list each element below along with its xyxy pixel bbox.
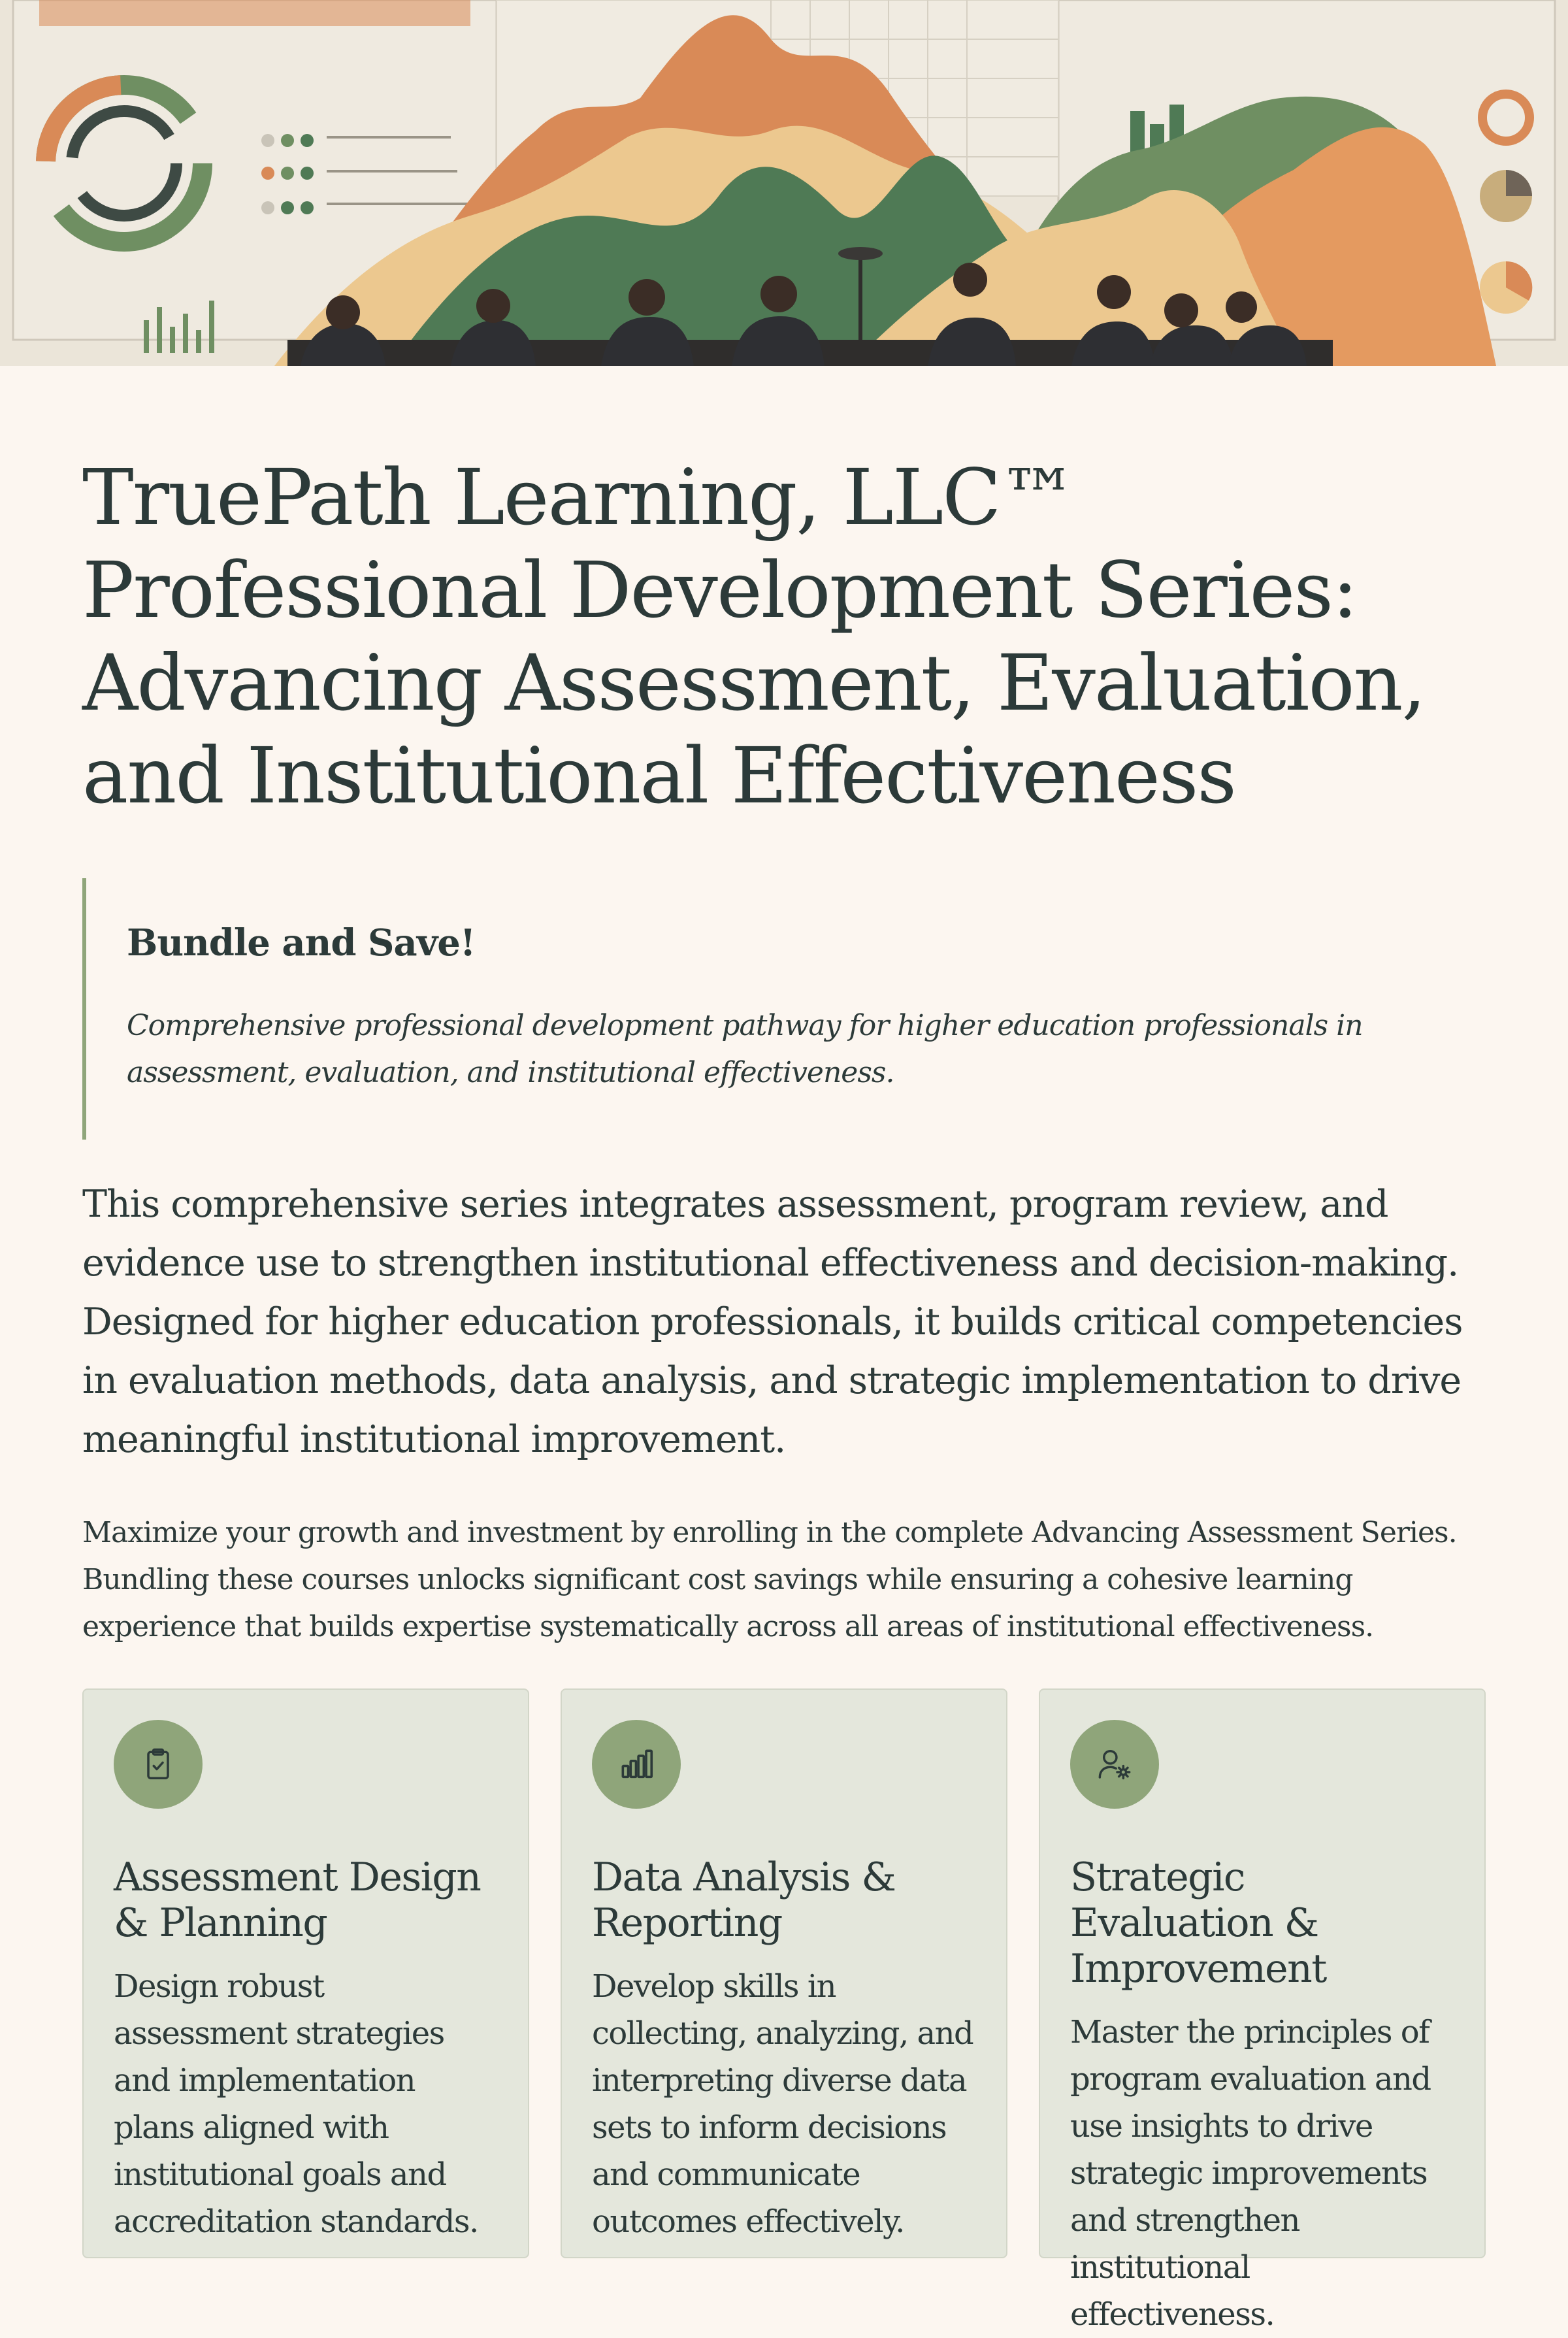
- user-gear-icon: [1070, 1720, 1159, 1809]
- callout-body: Comprehensive professional development pathway for higher education professionals in assessment, evaluation, and institutional effectiveness.: [127, 1009, 1363, 1089]
- course-card-assessment: [82, 1688, 529, 2258]
- bar-chart-icon: [592, 1720, 681, 1809]
- card-title: Strategic Evaluation & Improvement: [1070, 1854, 1326, 1992]
- course-card-strategic-evaluation: [1039, 1688, 1486, 2333]
- course-cards: [82, 1688, 1486, 2333]
- card-description: Develop skills in collecting, analyzing, and interpreting diverse data sets to inform decisions and communicate outcomes effectively.: [592, 1968, 973, 2240]
- bundle-callout: [82, 878, 1486, 1140]
- page-title: TruePath Learning, LLC™ Professional Development Series: Advancing Assessment, Evaluation, and Institutional Effectiveness: [82, 452, 1426, 821]
- course-card-data-analysis: [561, 1688, 1007, 2258]
- card-title: Assessment Design & Planning: [114, 1854, 481, 1946]
- bundle-text: Maximize your growth and investment by enrolling in the complete Advancing Assessment Series. Bundling these courses unlocks significant cost savings while ensuring a cohesive learning experience that builds expertise systematically across all areas of institutional effectiveness.: [82, 1516, 1457, 1643]
- card-description: Design robust assessment strategies and implementation plans aligned with institutional goals and accreditation standards.: [114, 1968, 478, 2240]
- callout-heading: Bundle and Save!: [127, 921, 476, 964]
- clipboard-check-icon: [114, 1720, 203, 1809]
- main-content: [0, 451, 1568, 2333]
- hero-illustration: [0, 0, 1568, 366]
- card-description: Master the principles of program evaluation and use insights to drive strategic improvements and strengthen institutional effectiveness.: [1070, 2014, 1431, 2333]
- card-title: Data Analysis & Reporting: [592, 1854, 896, 1946]
- intro-lead: This comprehensive series integrates assessment, program review, and evidence use to strengthen institutional effectiveness and decision-making. Designed for higher education professionals, it builds critical competencies in evaluation methods, data analysis, and strategic implementation to drive meaningful institutional improvement.: [82, 1183, 1463, 1461]
- hero-image: [0, 0, 1568, 366]
